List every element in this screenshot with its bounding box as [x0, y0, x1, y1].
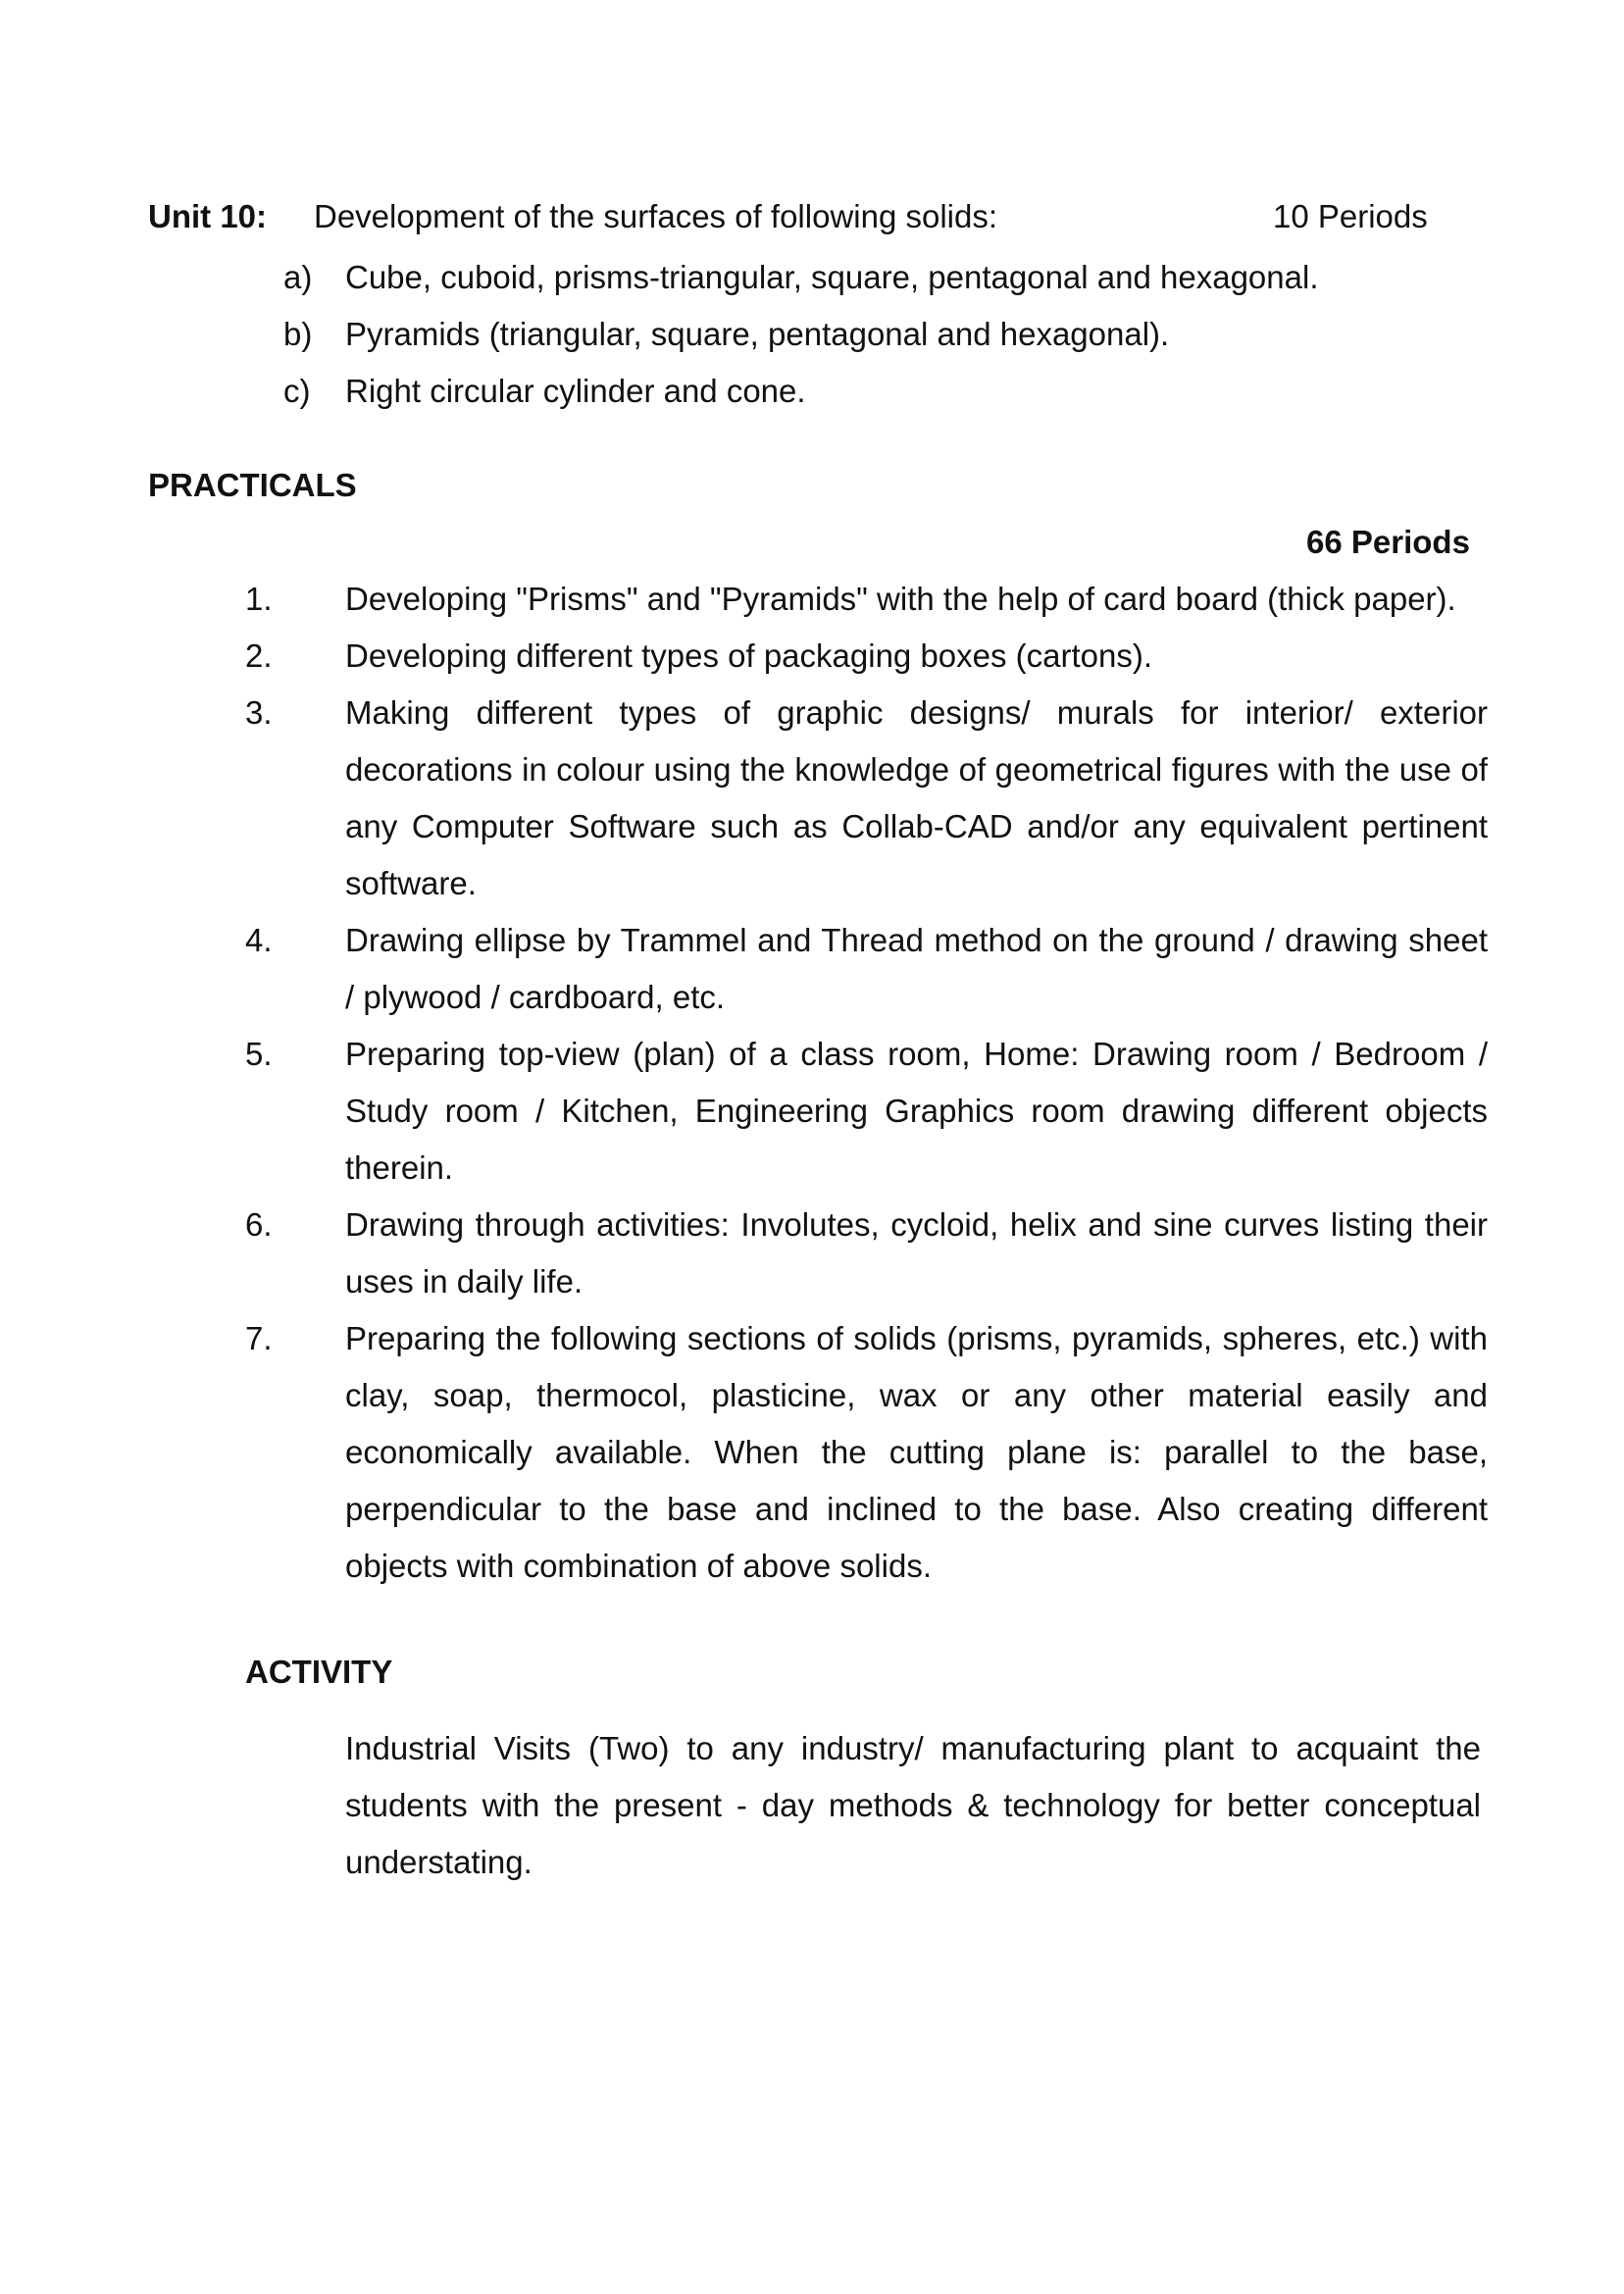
unit-label: Unit 10: [148, 198, 268, 234]
practical-text: Making different types of graphic designs/ murals for interior/ exterior decorations in colour using the knowledge of geometrical figures with the use of any Computer Software such as Collab-CAD and/or any equivalent pertinent software. [345, 694, 1488, 901]
practical-number: 7. [245, 1320, 273, 1356]
unit-item-text: Cube, cuboid, prisms-triangular, square, pentagonal and hexagonal. [345, 259, 1319, 295]
unit-periods: 10 Periods [1273, 198, 1428, 234]
practical-number: 4. [245, 922, 273, 958]
practical-text: Preparing the following sections of solids (prisms, pyramids, spheres, etc.) with clay, soap, thermocol, plasticine, wax or any other material easily and economically available. When the cutting plane is: parallel to the base, perpendicular to the base and inclined to the base. Also creating different objects with combination of above solids. [345, 1320, 1488, 1584]
activity-heading: ACTIVITY [245, 1654, 393, 1690]
unit-item-text: Right circular cylinder and cone. [345, 373, 806, 409]
practical-number: 2. [245, 637, 273, 674]
practical-text: Developing "Prisms" and "Pyramids" with the help of card board (thick paper). [345, 581, 1456, 617]
practical-number: 5. [245, 1036, 273, 1072]
practical-text: Developing different types of packaging boxes (cartons). [345, 637, 1153, 674]
practical-number: 6. [245, 1206, 273, 1243]
unit-item-marker: a) [283, 259, 313, 295]
practical-text: Preparing top-view (plan) of a class room, Home: Drawing room / Bedroom / Study room / Kitchen, Engineering Graphics room drawing different objects therein. [345, 1036, 1488, 1186]
unit-item-text: Pyramids (triangular, square, pentagonal and hexagonal). [345, 316, 1170, 352]
practical-number: 3. [245, 694, 273, 731]
unit-item-marker: b) [283, 316, 313, 352]
activity-text: Industrial Visits (Two) to any industry/ manufacturing plant to acquaint the students with the present - day methods & technology for better conceptual understating. [345, 1730, 1481, 1880]
practical-text: Drawing ellipse by Trammel and Thread method on the ground / drawing sheet / plywood / cardboard, etc. [345, 922, 1488, 1015]
practicals-periods: 66 Periods [1306, 524, 1470, 560]
practical-number: 1. [245, 581, 273, 617]
unit-description: Development of the surfaces of following solids: [314, 198, 998, 234]
practicals-heading: PRACTICALS [148, 467, 357, 503]
unit-item-marker: c) [283, 373, 311, 409]
practical-text: Drawing through activities: Involutes, cycloid, helix and sine curves listing their uses in daily life. [345, 1206, 1488, 1300]
